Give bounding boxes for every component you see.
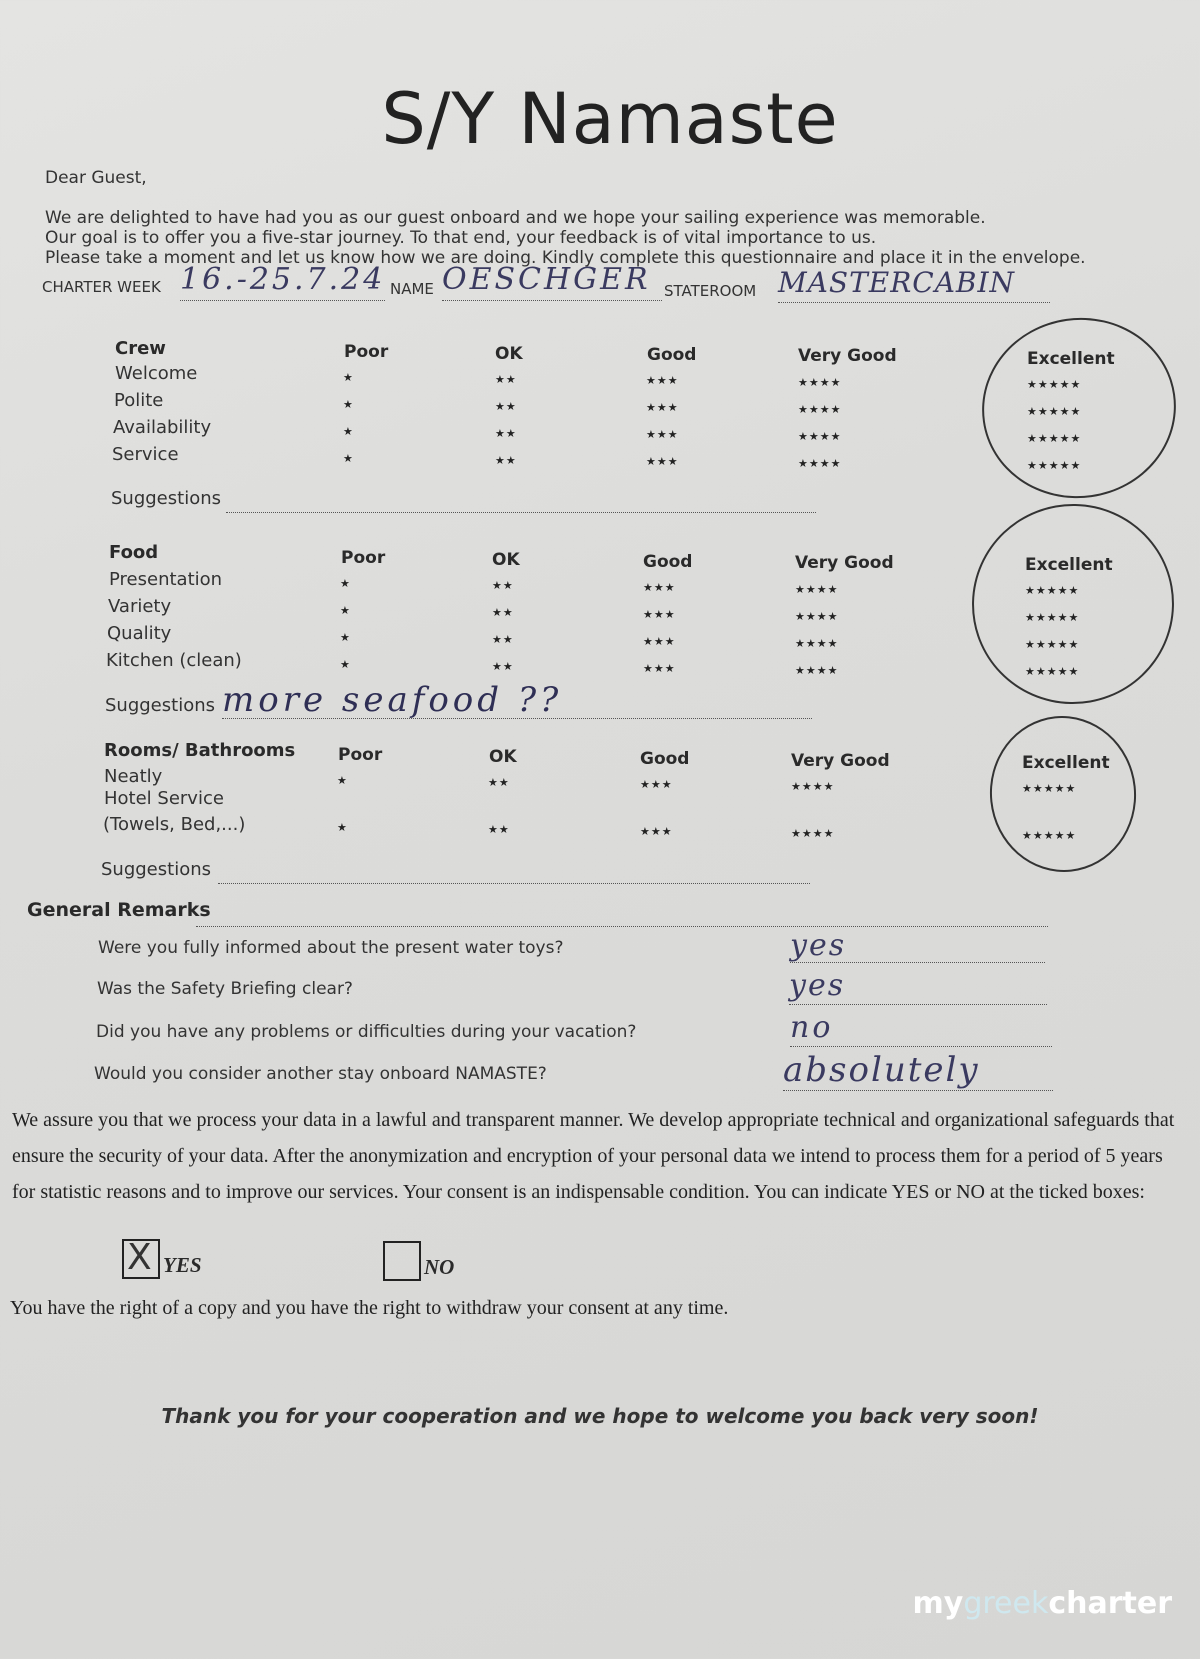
suggestions-field-rooms[interactable] [218,855,810,884]
section-heading: Food [109,542,159,563]
star-good[interactable]: ★★★ [646,374,679,387]
star-excellent[interactable]: ★★★★★ [1025,611,1080,624]
star-very-good[interactable]: ★★★★ [798,403,842,416]
star-poor[interactable]: ★ [343,452,354,465]
star-excellent[interactable]: ★★★★★ [1022,829,1077,842]
star-excellent[interactable]: ★★★★★ [1025,665,1080,678]
star-ok[interactable]: ★★ [488,776,510,789]
row-label: Service [112,444,179,465]
star-ok[interactable]: ★★ [495,400,517,413]
closing-message: Thank you for your cooperation and we hope to welcome you back very soon! [161,1404,1039,1428]
section-heading: Rooms/ Bathrooms [104,740,296,761]
star-ok[interactable]: ★★ [492,633,514,646]
star-excellent[interactable]: ★★★★★ [1027,405,1082,418]
star-good[interactable]: ★★★ [643,635,676,648]
logo-part: greek [963,1586,1049,1621]
star-good[interactable]: ★★★ [640,778,673,791]
intro-line-1: We are delighted to have had you as our guest onboard and we hope your sailing experience was memorable. [45,208,986,228]
col-ok: OK [495,344,523,364]
star-very-good[interactable]: ★★★★ [795,610,839,623]
row-label: (Towels, Bed,...) [103,814,246,835]
star-very-good[interactable]: ★★★★ [798,376,842,389]
star-poor[interactable]: ★ [343,425,354,438]
star-poor[interactable]: ★ [337,821,348,834]
star-ok[interactable]: ★★ [492,606,514,619]
question-water-toys: Were you fully informed about the present water toys? [98,938,564,958]
star-good[interactable]: ★★★ [643,662,676,675]
logo-part: charter [1048,1586,1172,1621]
col-poor: Poor [344,342,389,362]
row-label: Kitchen (clean) [106,650,242,671]
consent-yes-label: YES [163,1253,202,1277]
star-very-good[interactable]: ★★★★ [795,637,839,650]
star-ok[interactable]: ★★ [488,823,510,836]
star-very-good[interactable]: ★★★★ [791,780,835,793]
excellent-circle-mark [956,488,1190,720]
star-good[interactable]: ★★★ [643,608,676,621]
brand-logo [912,1586,1172,1621]
col-good: Good [640,749,690,769]
star-good[interactable]: ★★★ [643,581,676,594]
section-heading: Crew [115,338,166,359]
intro-line-2: Our goal is to offer you a five-star journey. To that end, your feedback is of vital importance to us. [45,228,877,248]
col-poor: Poor [338,745,383,765]
question-another-stay: Would you consider another stay onboard NAMASTE? [94,1064,547,1084]
answer-water-toys[interactable]: yes [790,928,1045,963]
greeting: Dear Guest, [45,168,147,188]
check-mark-icon: X [127,1237,152,1278]
star-poor[interactable]: ★ [337,774,348,787]
form-title: S/Y Namaste [381,78,839,160]
star-very-good[interactable]: ★★★★ [798,457,842,470]
charter-week-field[interactable]: 16.-25.7.24 [180,262,385,301]
suggestions-field-crew[interactable] [226,484,816,513]
suggestions-label: Suggestions [111,488,221,509]
row-label: Welcome [115,363,198,384]
general-remarks-field[interactable] [196,910,1048,927]
star-ok[interactable]: ★★ [495,454,517,467]
col-good: Good [643,552,693,572]
star-very-good[interactable]: ★★★★ [791,827,835,840]
general-remarks-label: General Remarks [27,899,211,921]
charter-week-label: CHARTER WEEK [42,278,161,296]
logo-part: my [912,1586,964,1621]
col-ok: OK [492,550,520,570]
star-very-good[interactable]: ★★★★ [795,664,839,677]
excellent-circle-mark [982,709,1144,879]
star-excellent[interactable]: ★★★★★ [1025,584,1080,597]
star-poor[interactable]: ★ [340,631,351,644]
star-good[interactable]: ★★★ [646,401,679,414]
star-poor[interactable]: ★ [340,577,351,590]
row-label: Presentation [109,569,223,590]
col-very-good: Very Good [798,346,897,366]
suggestions-label: Suggestions [101,859,211,880]
star-poor[interactable]: ★ [340,658,351,671]
star-very-good[interactable]: ★★★★ [795,583,839,596]
star-excellent[interactable]: ★★★★★ [1025,638,1080,651]
star-excellent[interactable]: ★★★★★ [1027,432,1082,445]
privacy-statement: We assure you that we process your data in a lawful and transparent manner. We develop appropriate technical and organizational safeguards that ensure the security of your data. After the anonymization and encryption of your personal data we intend to process them for a period of 5 years for statistic reasons and to improve our services. Your consent is an indispensable condition. You can indicate YES or NO at the ticked boxes: [12,1109,1175,1203]
consent-no-label: NO [424,1255,455,1279]
stateroom-field[interactable]: MASTERCABIN [778,266,1050,303]
col-very-good: Very Good [795,553,894,573]
col-poor: Poor [341,548,386,568]
name-label: NAME [390,280,434,298]
star-good[interactable]: ★★★ [640,825,673,838]
stateroom-label: STATEROOM [664,282,757,300]
rights-statement: You have the right of a copy and you have the right to withdraw your consent at any time. [10,1297,729,1319]
col-excellent: Excellent [1022,753,1110,773]
star-good[interactable]: ★★★ [646,428,679,441]
star-good[interactable]: ★★★ [646,455,679,468]
star-ok[interactable]: ★★ [492,579,514,592]
row-label: Quality [107,623,172,644]
star-poor[interactable]: ★ [343,371,354,384]
consent-no-checkbox[interactable] [383,1241,421,1281]
suggestions-field-food[interactable]: more seafood ?? [222,680,812,719]
row-label: Variety [108,596,172,617]
intro-line-3: Please take a moment and let us know how we are doing. Kindly complete this questionnaire and place it in the envelope. [45,248,1086,268]
answer-problems[interactable]: no [790,1010,1052,1047]
answer-another-stay[interactable]: absolutely [783,1050,1053,1091]
row-label: Availability [113,417,212,438]
col-ok: OK [489,747,517,767]
excellent-circle-mark [970,305,1187,510]
star-ok[interactable]: ★★ [495,373,517,386]
col-very-good: Very Good [791,751,890,771]
row-label: Polite [114,390,164,411]
star-excellent[interactable]: ★★★★★ [1027,459,1082,472]
question-safety-briefing: Was the Safety Briefing clear? [97,979,353,999]
star-poor[interactable]: ★ [340,604,351,617]
name-field[interactable]: OESCHGER [442,262,662,301]
star-ok[interactable]: ★★ [495,427,517,440]
star-very-good[interactable]: ★★★★ [798,430,842,443]
row-label: Hotel Service [104,788,224,809]
star-poor[interactable]: ★ [343,398,354,411]
answer-safety-briefing[interactable]: yes [789,968,1047,1005]
suggestions-label: Suggestions [105,695,215,716]
star-excellent[interactable]: ★★★★★ [1022,782,1077,795]
star-excellent[interactable]: ★★★★★ [1027,378,1082,391]
question-problems: Did you have any problems or difficulties during your vacation? [96,1022,637,1042]
row-label: Neatly [104,766,163,787]
consent-yes-checkbox[interactable] [122,1239,160,1279]
col-excellent: Excellent [1025,555,1113,575]
col-excellent: Excellent [1027,349,1115,369]
star-ok[interactable]: ★★ [492,660,514,673]
col-good: Good [647,345,697,365]
